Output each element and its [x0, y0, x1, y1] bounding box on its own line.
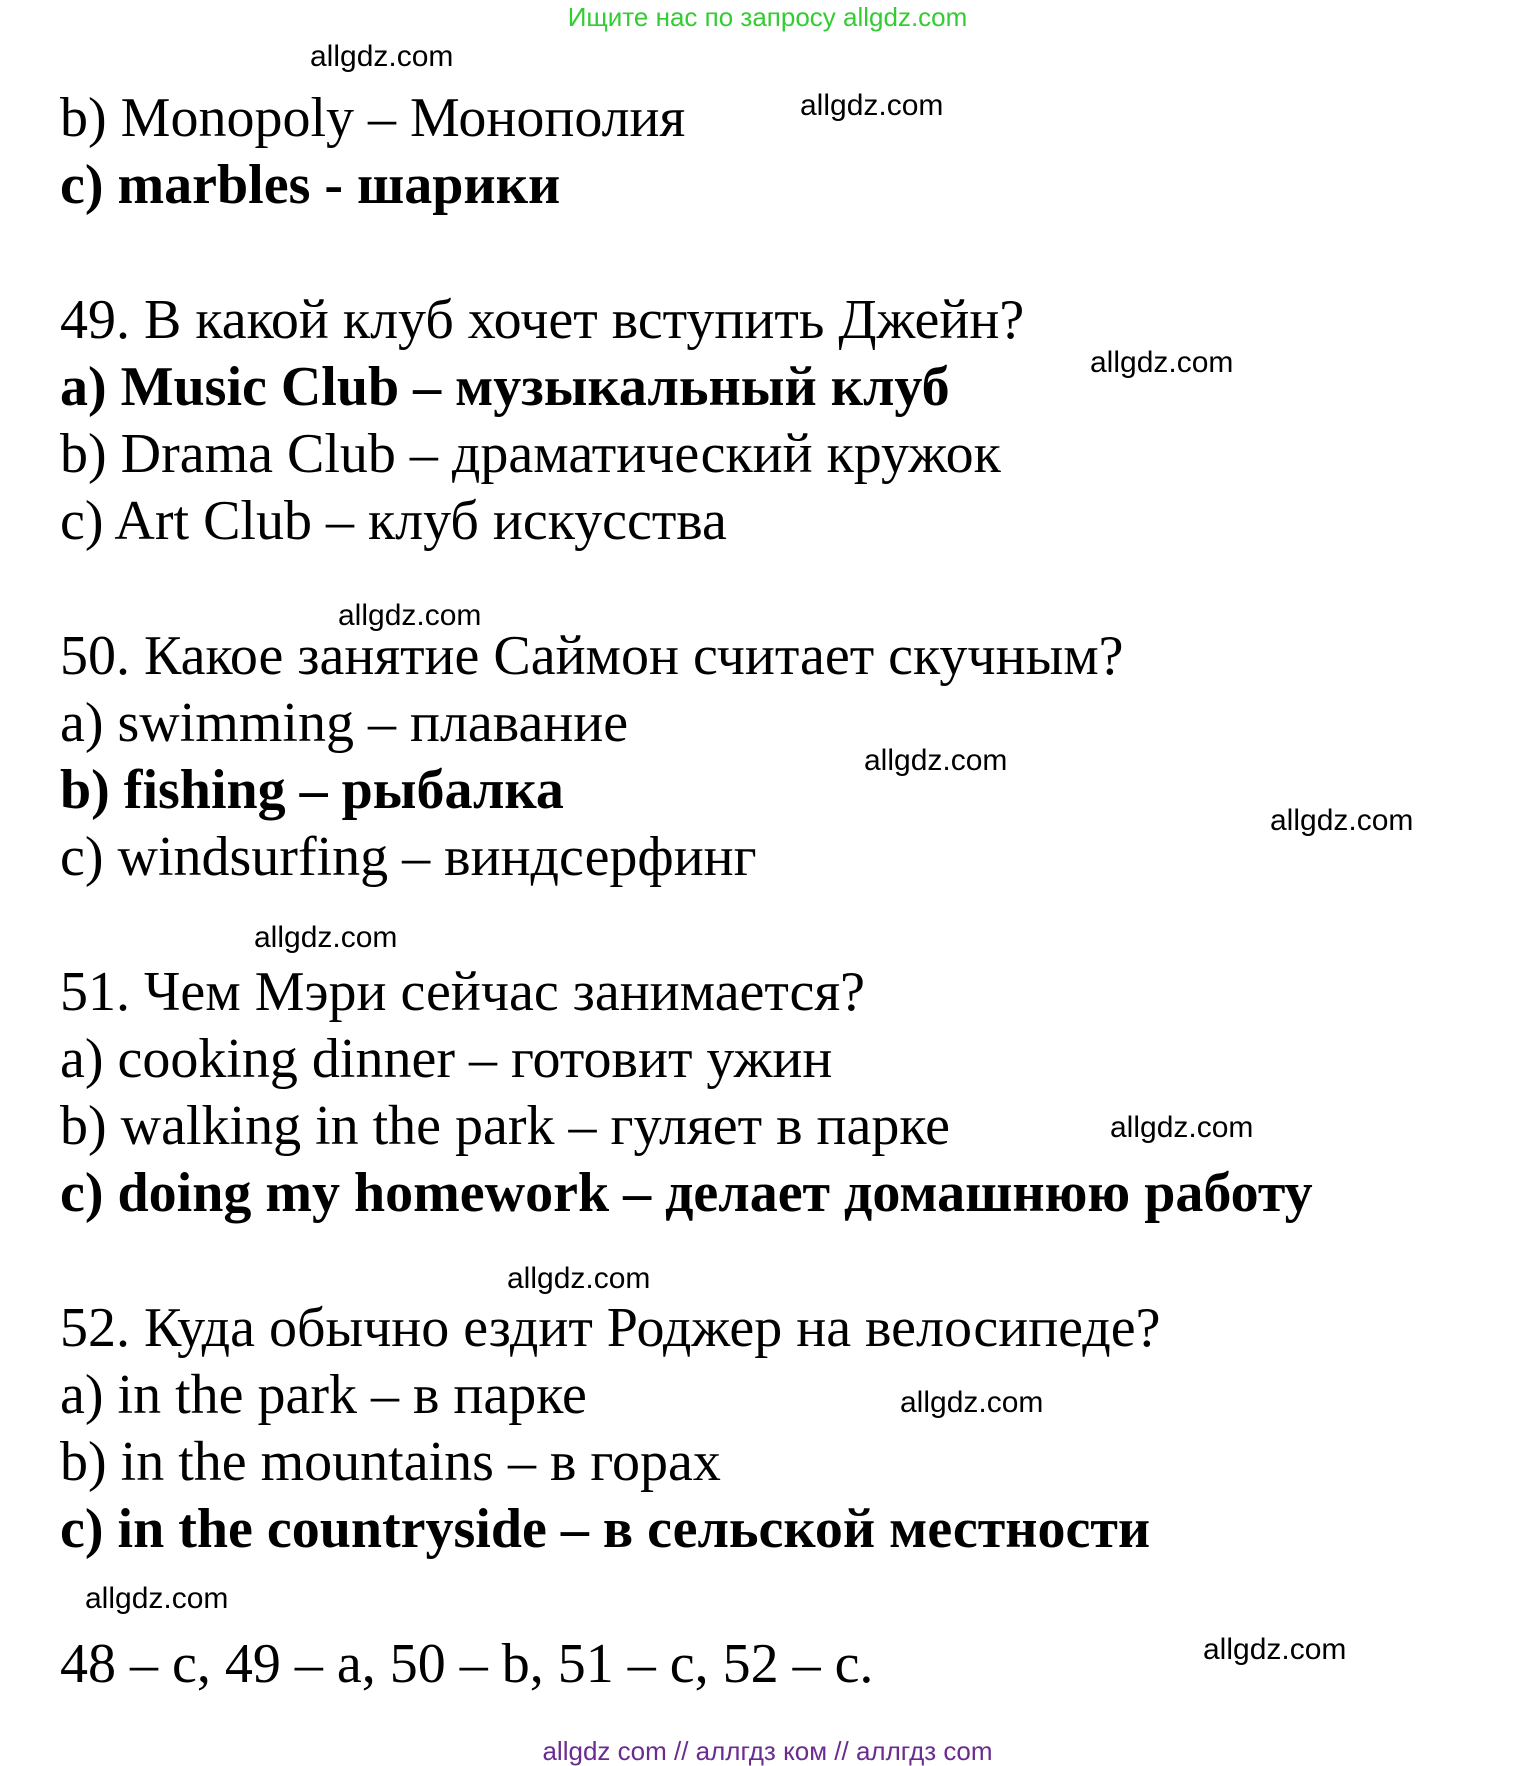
q52-question: 52. Куда обычно ездит Роджер на велосипеде?: [60, 1297, 1161, 1359]
watermark: allgdz.com: [1110, 1111, 1254, 1144]
watermark: allgdz.com: [254, 921, 398, 954]
q52-option-b: b) in the mountains – в горах: [60, 1431, 721, 1493]
watermark: allgdz.com: [85, 1582, 229, 1615]
watermark: allgdz.com: [900, 1386, 1044, 1419]
q51-option-a: a) cooking dinner – готовит ужин: [60, 1028, 833, 1090]
q50-option-c: c) windsurfing – виндсерфинг: [60, 826, 757, 888]
q50-question: 50. Какое занятие Саймон считает скучным?: [60, 625, 1124, 687]
q49-option-c: c) Art Club – клуб искусства: [60, 490, 727, 552]
watermark: allgdz.com: [864, 744, 1008, 777]
q51-question: 51. Чем Мэри сейчас занимается?: [60, 961, 866, 1023]
q49-option-a-answer: a) Music Club – музыкальный клуб: [60, 356, 950, 418]
q49-question: 49. В какой клуб хочет вступить Джейн?: [60, 289, 1025, 351]
q48-option-c-answer: c) marbles - шарики: [60, 154, 561, 216]
q49-option-b: b) Drama Club – драматический кружок: [60, 423, 1001, 485]
q50-option-a: a) swimming – плавание: [60, 692, 629, 754]
q50-option-b-answer: b) fishing – рыбалка: [60, 759, 564, 821]
watermark: allgdz.com: [800, 89, 944, 122]
watermark: allgdz.com: [310, 40, 454, 73]
q51-option-b: b) walking in the park – гуляет в парке: [60, 1095, 951, 1157]
top-banner-link[interactable]: Ищите нас по запросу allgdz.com: [567, 2, 968, 32]
q48-option-b: b) Monopoly – Монополия: [60, 87, 686, 149]
q51-option-c-answer: c) doing my homework – делает домашнюю работу: [60, 1162, 1313, 1224]
watermark: allgdz.com: [507, 1262, 651, 1295]
watermark: allgdz.com: [1090, 346, 1234, 379]
bottom-banner-link[interactable]: allgdz com // аллгдз ком // аллгдз com: [542, 1736, 993, 1766]
q52-option-c-answer: c) in the countryside – в сельской местности: [60, 1498, 1151, 1560]
watermark: allgdz.com: [338, 599, 482, 632]
watermark: allgdz.com: [1270, 804, 1414, 837]
watermark: allgdz.com: [1203, 1633, 1347, 1666]
answer-summary: 48 – c, 49 – a, 50 – b, 51 – c, 52 – c.: [60, 1633, 874, 1695]
q52-option-a: a) in the park – в парке: [60, 1364, 587, 1426]
